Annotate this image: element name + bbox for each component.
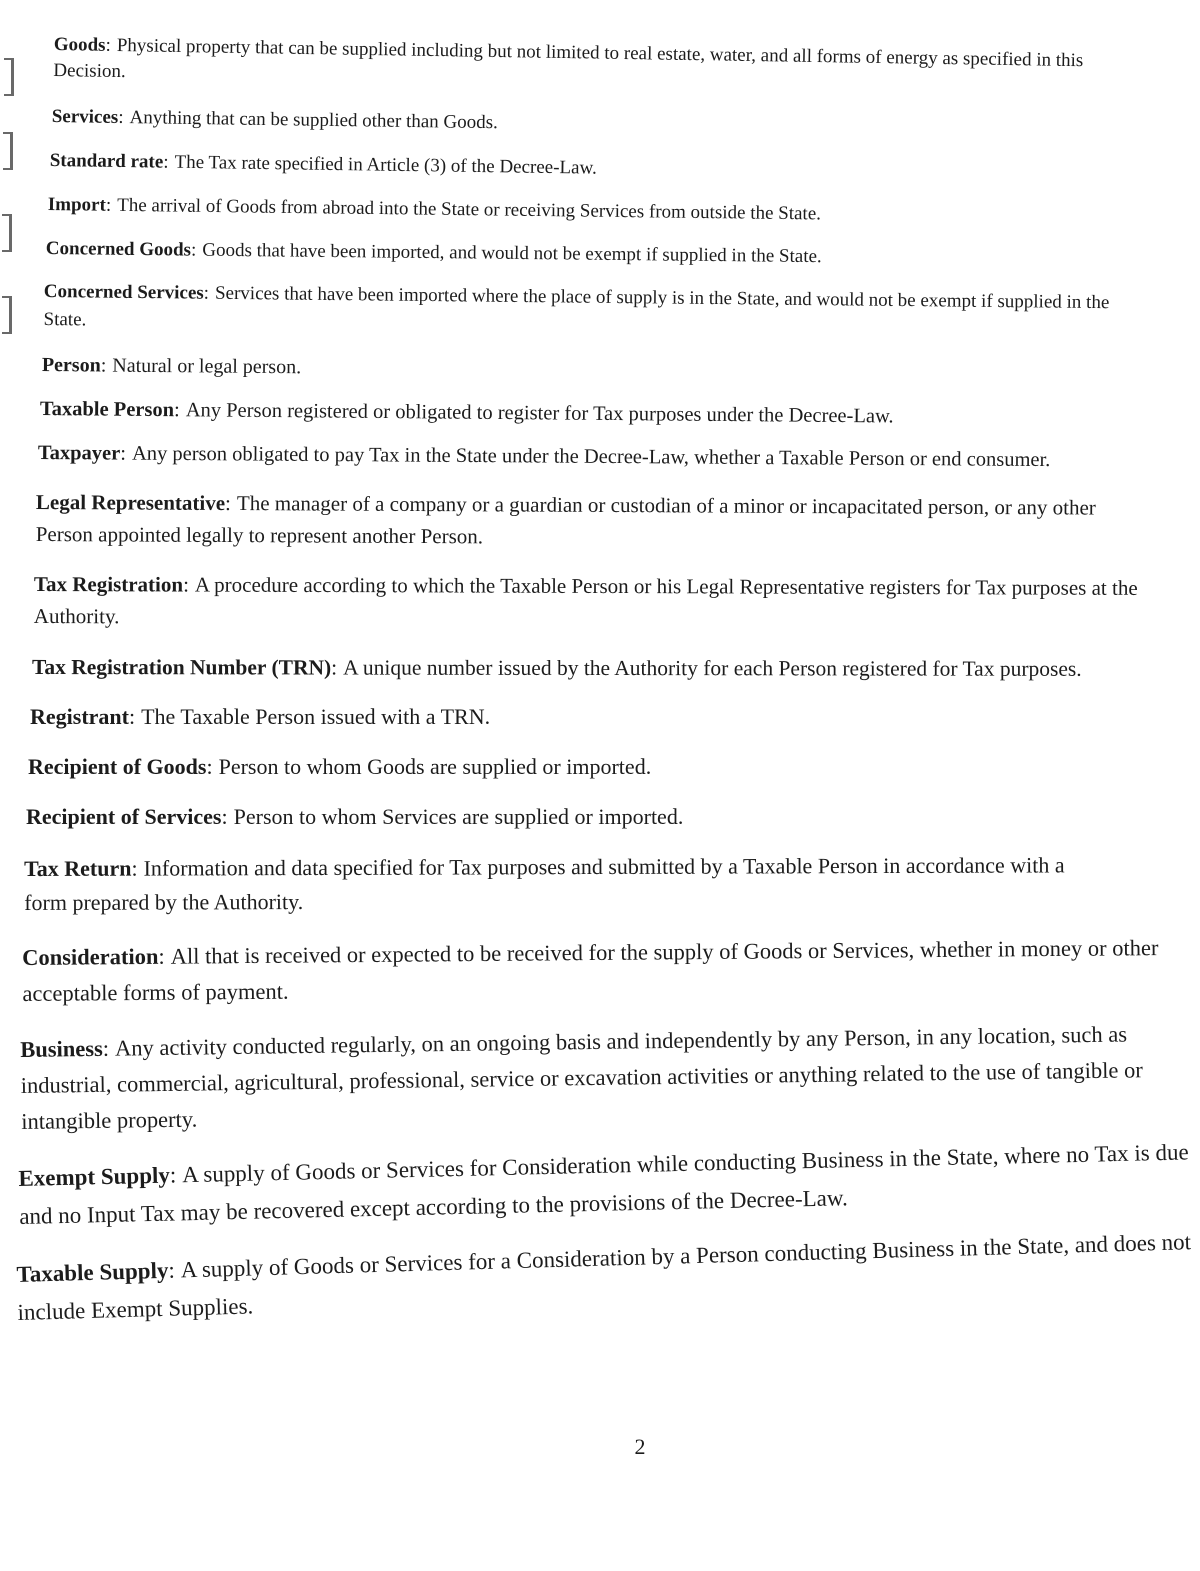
definition-term: Tax Return (24, 855, 132, 881)
definition-term: Concerned Services (43, 280, 204, 304)
definition-text: Information and data specified for Tax purposes and submitted by a Taxable Person in accordance with a form prepared by the Authority. (24, 852, 1065, 915)
definition-text: Any Person registered or obligated to register for Tax purposes under the Decree-Law. (185, 399, 894, 428)
definition-registrant: Registrant: The Taxable Person issued with a TRN. (30, 704, 491, 729)
definition-term: Taxable Supply (16, 1257, 169, 1287)
definitions-list (0, 18, 1200, 1352)
definition-term: Legal Representative (35, 489, 226, 515)
definition-term: Services (51, 105, 119, 128)
definition-term: Taxable Person (39, 397, 175, 422)
page-number: 2 (634, 1434, 646, 1459)
definition-text: A supply of Goods or Services for a Consideration by a Person conducting Business in the State, and does not include Exempt Supplies. (17, 1229, 1192, 1325)
definition-tax-registration-number: Tax Registration Number (TRN): A unique number issued by the Authority for each Person registered for Tax purposes. (31, 655, 1082, 681)
definition-text: A unique number issued by the Authority for each Person registered for Tax purposes. (343, 655, 1082, 681)
definition-text: The manager of a company or a guardian or custodian of a minor or incapacitated person, or any other Person appointed legally to represent another Person. (35, 491, 1096, 549)
definition-legal-representative: Legal Representative: The manager of a company or a guardian or custodian of a minor or incapacitated person, or any other Person appointed legally to represent another Person. (35, 489, 1096, 549)
definition-goods: Goods: Physical property that can be supplied including but not limited to real estate, water, and all forms of energy as specified in this Decision. (53, 33, 1084, 83)
definition-text: The Taxable Person issued with a TRN. (141, 704, 491, 729)
definition-term: Taxpayer (37, 441, 121, 465)
definition-tax-registration: Tax Registration: A procedure according to which the Taxable Person or his Legal Representative registers for Tax purposes at the Authority. (33, 572, 1138, 629)
definition-services: Services: Anything that can be supplied other than Goods. (51, 105, 498, 134)
definition-term: Standard rate (49, 149, 164, 173)
definition-text: The arrival of Goods from abroad into the State or receiving Services from outside the State. (117, 194, 822, 225)
definition-text: Goods that have been imported, and would not be exempt if supplied in the State. (202, 239, 822, 268)
definition-text: Physical property that can be supplied including but not limited to real estate, water, and all forms of energy as specified in this Decision. (53, 34, 1084, 83)
definition-business: Business: Any activity conducted regularly, on an ongoing basis and independently by any Person, in any location, such as industrial, commercial, agricultural, professional, service or excavation activities or anything related to the use of tangible or intangible property. (20, 1021, 1143, 1134)
definition-text: Anything that can be supplied other than Goods. (129, 107, 498, 134)
definition-term: Concerned Goods (45, 237, 192, 261)
definition-term: Tax Registration (33, 572, 184, 597)
definition-text: Person to whom Goods are supplied or imported. (218, 754, 652, 779)
definition-tax-return: Tax Return: Information and data specified for Tax purposes and submitted by a Taxable Person in accordance with a form prepared by the Authority. (24, 852, 1065, 915)
definition-term: Import (47, 193, 107, 216)
definition-term: Business (20, 1035, 103, 1062)
definition-term: Recipient of Goods (28, 754, 207, 779)
definition-term: Tax Registration Number (TRN) (31, 655, 332, 680)
definition-text: Services that have been imported where the place of supply is in the State, and would not be exempt if supplied in the State. (43, 282, 1110, 331)
definition-term: Registrant (30, 704, 129, 729)
definition-text: All that is received or expected to be received for the supply of Goods or Services, whether in money or other acceptable forms of payment. (22, 935, 1159, 1006)
definition-person: Person: Natural or legal person. (41, 353, 302, 379)
definition-term: Consideration (22, 943, 159, 970)
definition-concerned-goods: Concerned Goods: Goods that have been imported, and would not be exempt if supplied in the State. (45, 237, 822, 268)
definition-taxpayer: Taxpayer: Any person obligated to pay Tax in the State under the Decree-Law, whether a Taxable Person or end consumer. (37, 441, 1051, 472)
definition-text: A supply of Goods or Services for Consideration while conducting Business in the State, where no Tax is due and no Input Tax may be recovered except according to the provisions of the Decree-Law. (18, 1139, 1189, 1229)
definition-term: Exempt Supply (18, 1162, 171, 1191)
definition-text: The Tax rate specified in Article (3) of the Decree-Law. (174, 151, 597, 179)
definition-exempt-supply: Exempt Supply: A supply of Goods or Services for Consideration while conducting Business in the State, where no Tax is due and no Input Tax may be recovered except according to the provisions of the Decree-Law. (18, 1139, 1189, 1229)
definition-text: Any activity conducted regularly, on an ongoing basis and independently by any Person, in any location, such as industrial, commercial, agricultural, professional, service or excavation activities or anything related to the use of tangible or intangible property. (20, 1021, 1143, 1134)
definition-recipient-of-goods: Recipient of Goods: Person to whom Goods are supplied or imported. (28, 754, 652, 779)
definition-text: Any person obligated to pay Tax in the State under the Decree-Law, whether a Taxable Person or end consumer. (131, 442, 1051, 472)
definition-text: Person to whom Services are supplied or imported. (233, 804, 684, 829)
definition-standard-rate: Standard rate: The Tax rate specified in Article (3) of the Decree-Law. (49, 149, 597, 179)
definition-concerned-services: Concerned Services: Services that have been imported where the place of supply is in the State, and would not be exempt if supplied in the State. (43, 280, 1110, 331)
definition-text: Natural or legal person. (112, 354, 302, 379)
definition-taxable-supply: Taxable Supply: A supply of Goods or Services for a Consideration by a Person conducting Business in the State, and does not include Exempt Supplies. (16, 1229, 1192, 1325)
definition-term: Recipient of Services (26, 804, 222, 829)
definition-consideration: Consideration: All that is received or expected to be received for the supply of Goods or Services, whether in money or other acceptable forms of payment. (22, 935, 1159, 1006)
definition-taxable-person: Taxable Person: Any Person registered or obligated to register for Tax purposes under the Decree-Law. (39, 397, 894, 428)
definition-import: Import: The arrival of Goods from abroad into the State or receiving Services from outside the State. (47, 193, 822, 225)
definition-term: Goods (53, 33, 106, 56)
definition-term: Person (41, 353, 101, 377)
definition-recipient-of-services: Recipient of Services: Person to whom Services are supplied or imported. (26, 804, 684, 829)
definition-text: A procedure according to which the Taxable Person or his Legal Representative registers for Tax purposes at the Authority. (33, 572, 1138, 629)
